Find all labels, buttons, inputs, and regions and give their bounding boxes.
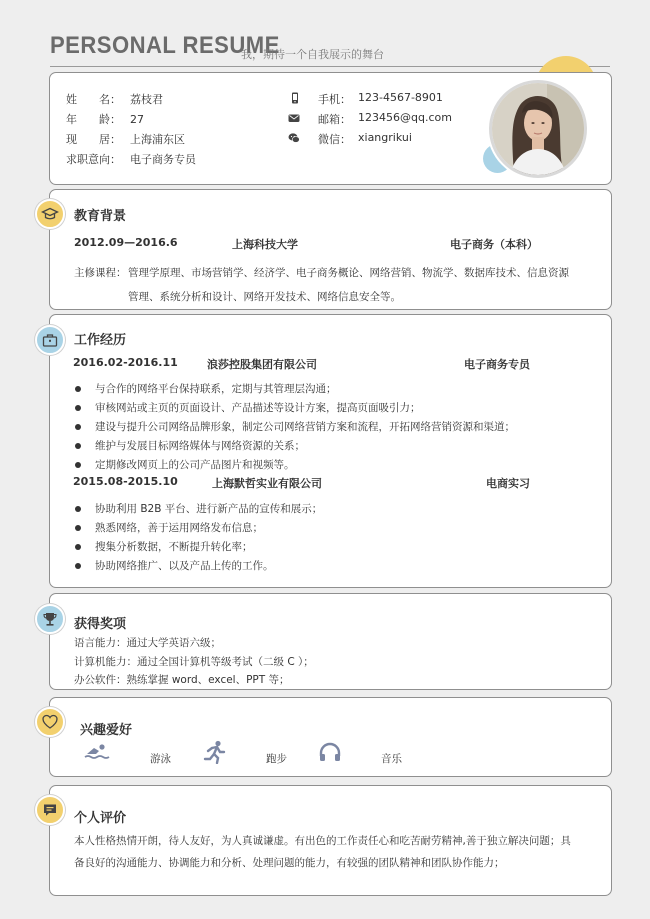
award-item-3: 办公软件：熟练掌握 word、excel、PPT 等； [74, 674, 290, 686]
job-1-duty-1: 与合作的网络平台保持联系，定期与其管理层沟通； [95, 383, 337, 395]
phone-value: 123-4567-8901 [358, 91, 443, 104]
job-2-duty-2: 熟悉网络，善于运用网络发布信息； [95, 522, 263, 534]
bullet [75, 563, 81, 569]
job-1-duty-2: 审核网站或主页的页面设计、产品描述等设计方案，提高页面吸引力； [95, 402, 421, 414]
title-divider [50, 66, 610, 67]
evaluation-line-1: 本人性格热情开朗，待人友好，为人真诚谦虚。有出色的工作责任心和吃苦耐劳精神,善于独立解决问题；具 [74, 835, 571, 847]
job-2-duty-4: 协助网络推广、以及产品上传的工作。 [95, 560, 274, 572]
bullet [75, 405, 81, 411]
courses-label: 主修课程： [74, 267, 127, 279]
swimming-icon [84, 743, 110, 761]
bullet [75, 544, 81, 550]
bullet [75, 424, 81, 430]
residence-value: 上海浦东区 [130, 133, 185, 146]
job-1-company: 浪莎控股集团有限公司 [207, 358, 317, 371]
bullet [75, 386, 81, 392]
mail-icon [288, 112, 300, 124]
evaluation-line-2: 备良好的沟通能力、协调能力和分析、处理问题的能力，有较强的团队精神和团队协作能力； [74, 857, 505, 869]
graduation-cap-icon [35, 199, 65, 229]
bullet [75, 506, 81, 512]
name-row [66, 91, 163, 107]
resume-title: PERSONAL RESUME [50, 32, 280, 59]
portrait-image [492, 83, 584, 175]
hobby-swimming-label: 游泳 [150, 753, 171, 765]
age-label: 年 龄： [66, 113, 121, 126]
heart-icon [35, 707, 65, 737]
job-1-position: 电子商务专员 [464, 358, 530, 371]
awards-title: 获得奖项 [74, 617, 127, 632]
name-value: 荔枝君 [130, 93, 163, 106]
email-label: 邮箱： [318, 113, 351, 126]
award-item-1: 语言能力：通过大学英语六级； [74, 637, 221, 649]
wechat-value: xiangrikui [358, 131, 412, 144]
job-2-duty-1: 协助利用 B2B 平台、进行新产品的宣传和展示； [95, 503, 323, 515]
job-2-period: 2015.08-2015.10 [73, 475, 178, 488]
hobbies-title: 兴趣爱好 [80, 723, 133, 738]
phone-icon [289, 92, 301, 104]
hobby-running-label: 跑步 [266, 753, 287, 765]
name-label: 姓 名： [66, 93, 121, 106]
bullet [75, 525, 81, 531]
bullet [75, 443, 81, 449]
courses-line-2: 管理、系统分析和设计、网络开发技术、网络信息安全等。 [128, 291, 401, 303]
evaluation-title: 个人评价 [74, 811, 127, 826]
age-value: 27 [130, 113, 144, 126]
running-icon [202, 740, 228, 764]
education-card [49, 189, 612, 310]
job-1-duty-5: 定期修改网页上的公司产品图片和视频等。 [95, 459, 295, 471]
wechat-label: 微信： [318, 133, 351, 146]
job-2-position: 电商实习 [486, 477, 530, 490]
avatar [489, 80, 587, 178]
residence-label: 现 居： [66, 133, 121, 146]
job-2-company: 上海默哲实业有限公司 [212, 477, 322, 490]
education-title: 教育背景 [74, 209, 127, 224]
job-2-duty-3: 搜集分析数据，不断提升转化率； [95, 541, 253, 553]
intent-value: 电子商务专员 [130, 153, 196, 166]
job-1-duty-3: 建设与提升公司网络品牌形象，制定公司网络营销方案和流程，开拓网络营销资源和渠道； [95, 421, 515, 433]
hobbies-card [49, 697, 612, 777]
headphones-icon [318, 742, 342, 762]
phone-label: 手机： [318, 93, 351, 106]
job-1-duty-4: 维护与发展目标网络媒体与网络资源的关系； [95, 440, 305, 452]
briefcase-icon [35, 325, 65, 355]
work-title: 工作经历 [74, 333, 127, 348]
residence-row [66, 131, 185, 147]
resume-subtitle: 我，期待一个自我展示的舞台 [241, 48, 384, 61]
edu-period: 2012.09—2016.6 [74, 236, 178, 249]
award-item-2: 计算机能力：通过全国计算机等级考试（二级 C ）； [74, 656, 314, 668]
bullet [75, 462, 81, 468]
hobby-music-label: 音乐 [381, 753, 402, 765]
age-row [66, 111, 144, 127]
intent-row [66, 151, 196, 167]
edu-school: 上海科技大学 [232, 238, 298, 251]
edu-major: 电子商务（本科） [450, 238, 538, 251]
comment-icon [35, 795, 65, 825]
intent-label: 求职意向： [66, 153, 121, 166]
job-1-period: 2016.02-2016.11 [73, 356, 178, 369]
email-value: 123456@qq.com [358, 111, 452, 124]
trophy-icon [35, 604, 65, 634]
courses-line-1: 管理学原理、市场营销学、经济学、电子商务概论、网络营销、物流学、数据库技术、信息资源 [128, 267, 569, 279]
wechat-icon [288, 132, 300, 144]
